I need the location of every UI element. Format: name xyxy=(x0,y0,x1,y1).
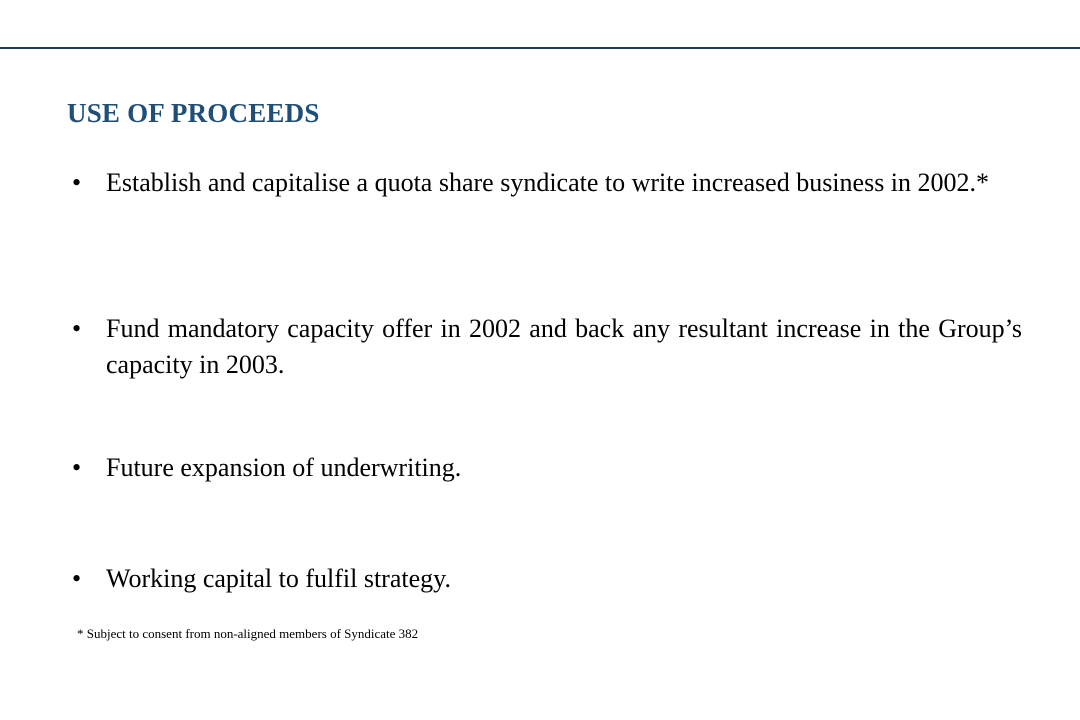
bullet-text: Future expansion of underwriting. xyxy=(106,453,462,482)
bullet-marker: • xyxy=(72,564,82,593)
footnote: * Subject to consent from non-aligned members of Syndicate 382 xyxy=(77,626,419,641)
bullet-marker: • xyxy=(72,453,82,482)
bullet-item xyxy=(72,450,1022,486)
bullet-marker: • xyxy=(72,168,82,197)
bullet-item xyxy=(72,311,1022,383)
bullet-item xyxy=(72,561,1022,597)
bullet-text: Working capital to fulfil strategy. xyxy=(106,564,451,593)
bullet-marker: • xyxy=(72,314,82,343)
bullet-text: Fund mandatory capacity offer in 2002 and back any resultant increase in the Group’s capacity in 2003. xyxy=(106,314,1022,379)
top-divider-line xyxy=(0,47,1080,49)
slide-title: USE OF PROCEEDS xyxy=(67,98,320,128)
bullet-text: Establish and capitalise a quota share syndicate to write increased business in 2002.* xyxy=(106,168,990,197)
bullet-item xyxy=(72,165,1022,201)
